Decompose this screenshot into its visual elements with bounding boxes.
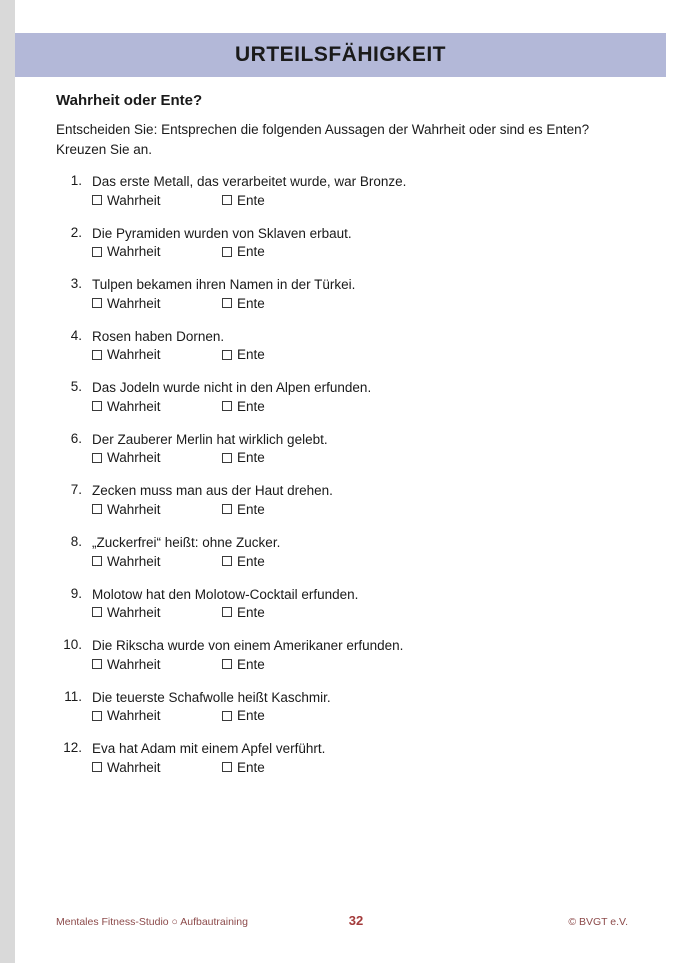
- item-statement: Molotow hat den Molotow-Cocktail erfunden.: [92, 586, 359, 602]
- list-item: [56, 379, 646, 416]
- worksheet-content: [56, 92, 646, 792]
- option-wahrheit[interactable]: [92, 450, 161, 465]
- item-number: 8.: [70, 533, 82, 549]
- checkbox-icon[interactable]: [222, 298, 232, 308]
- option-label: Wahrheit: [107, 347, 161, 363]
- option-label: Wahrheit: [107, 295, 161, 311]
- option-label: Wahrheit: [107, 398, 161, 414]
- option-ente[interactable]: [222, 450, 265, 465]
- item-options: [92, 554, 646, 571]
- option-wahrheit[interactable]: [92, 657, 161, 672]
- item-statement: Der Zauberer Merlin hat wirklich gelebt.: [92, 431, 328, 447]
- option-label: Ente: [237, 759, 265, 775]
- checkbox-icon[interactable]: [92, 247, 102, 257]
- checkbox-icon[interactable]: [92, 195, 102, 205]
- checkbox-icon[interactable]: [92, 607, 102, 617]
- list-item: [56, 431, 646, 468]
- checkbox-icon[interactable]: [92, 659, 102, 669]
- option-label: Ente: [237, 656, 265, 672]
- checkbox-icon[interactable]: [92, 298, 102, 308]
- checkbox-icon[interactable]: [222, 659, 232, 669]
- option-label: Wahrheit: [107, 553, 161, 569]
- checkbox-icon[interactable]: [92, 556, 102, 566]
- checkbox-icon[interactable]: [222, 195, 232, 205]
- option-ente[interactable]: [222, 193, 265, 208]
- option-label: Ente: [237, 605, 265, 621]
- option-wahrheit[interactable]: [92, 554, 161, 569]
- question-list: [56, 173, 646, 777]
- option-ente[interactable]: [222, 244, 265, 259]
- item-statement: Tulpen bekamen ihren Namen in der Türkei.: [92, 277, 356, 293]
- list-item: [56, 482, 646, 519]
- section-subtitle: Wahrheit oder Ente?: [56, 92, 203, 109]
- item-statement: Zecken muss man aus der Haut drehen.: [92, 483, 333, 499]
- item-options: [92, 296, 646, 313]
- option-wahrheit[interactable]: [92, 605, 161, 620]
- option-ente[interactable]: [222, 708, 265, 723]
- page-left-margin-bar: [0, 0, 15, 963]
- item-number: 2.: [70, 224, 82, 240]
- list-item: [56, 225, 646, 262]
- list-item: [56, 689, 646, 726]
- option-label: Ente: [237, 501, 265, 517]
- checkbox-icon[interactable]: [222, 453, 232, 463]
- option-label: Wahrheit: [107, 605, 161, 621]
- list-item: [56, 586, 646, 623]
- option-wahrheit[interactable]: [92, 760, 161, 775]
- option-label: Ente: [237, 450, 265, 466]
- checkbox-icon[interactable]: [92, 453, 102, 463]
- checkbox-icon[interactable]: [92, 711, 102, 721]
- item-options: [92, 605, 646, 622]
- checkbox-icon[interactable]: [92, 350, 102, 360]
- item-options: [92, 193, 646, 210]
- checkbox-icon[interactable]: [222, 350, 232, 360]
- checkbox-icon[interactable]: [222, 711, 232, 721]
- item-statement: Eva hat Adam mit einem Apfel verführt.: [92, 741, 326, 757]
- checkbox-icon[interactable]: [92, 504, 102, 514]
- item-number: 6.: [70, 430, 82, 446]
- option-ente[interactable]: [222, 296, 265, 311]
- item-number: 5.: [70, 379, 82, 395]
- list-item: [56, 637, 646, 674]
- item-options: [92, 347, 646, 364]
- page-title: URTEILSFÄHIGKEIT: [235, 43, 446, 66]
- option-wahrheit[interactable]: [92, 296, 161, 311]
- item-options: [92, 244, 646, 261]
- option-wahrheit[interactable]: [92, 347, 161, 362]
- option-label: Wahrheit: [107, 244, 161, 260]
- item-options: [92, 450, 646, 467]
- footer-copyright: © BVGT e.V.: [568, 916, 628, 928]
- item-statement: Die Pyramiden wurden von Sklaven erbaut.: [92, 225, 352, 241]
- item-statement: „Zuckerfrei“ heißt: ohne Zucker.: [92, 534, 281, 550]
- item-statement: Das erste Metall, das verarbeitet wurde, war Bronze.: [92, 174, 407, 190]
- list-item: [56, 276, 646, 313]
- option-label: Ente: [237, 192, 265, 208]
- item-number: 1.: [70, 173, 82, 189]
- checkbox-icon[interactable]: [222, 607, 232, 617]
- option-ente[interactable]: [222, 657, 265, 672]
- item-options: [92, 657, 646, 674]
- option-label: Wahrheit: [107, 656, 161, 672]
- list-item: [56, 740, 646, 777]
- option-wahrheit[interactable]: [92, 708, 161, 723]
- item-options: [92, 502, 646, 519]
- item-statement: Rosen haben Dornen.: [92, 328, 225, 344]
- page-number: 32: [348, 913, 364, 928]
- option-ente[interactable]: [222, 605, 265, 620]
- option-ente[interactable]: [222, 399, 265, 414]
- checkbox-icon[interactable]: [92, 762, 102, 772]
- option-label: Ente: [237, 295, 265, 311]
- item-number: 4.: [70, 327, 82, 343]
- option-label: Wahrheit: [107, 501, 161, 517]
- item-statement: Die Rikscha wurde von einem Amerikaner erfunden.: [92, 638, 404, 654]
- checkbox-icon[interactable]: [92, 401, 102, 411]
- option-wahrheit[interactable]: [92, 502, 161, 517]
- option-label: Ente: [237, 553, 265, 569]
- list-item: [56, 328, 646, 365]
- footer-source-text: Mentales Fitness-Studio ○ Aufbautraining: [56, 916, 248, 928]
- item-statement: Das Jodeln wurde nicht in den Alpen erfunden.: [92, 380, 372, 396]
- checkbox-icon[interactable]: [222, 401, 232, 411]
- item-statement: Die teuerste Schafwolle heißt Kaschmir.: [92, 689, 331, 705]
- option-label: Ente: [237, 708, 265, 724]
- option-ente[interactable]: [222, 347, 265, 362]
- option-wahrheit[interactable]: [92, 193, 161, 208]
- list-item: [56, 173, 646, 210]
- page-footer: [56, 913, 656, 932]
- checkbox-icon[interactable]: [222, 762, 232, 772]
- option-ente[interactable]: [222, 502, 265, 517]
- option-label: Ente: [237, 398, 265, 414]
- checkbox-icon[interactable]: [222, 247, 232, 257]
- option-label: Wahrheit: [107, 759, 161, 775]
- option-label: Ente: [237, 244, 265, 260]
- option-label: Ente: [237, 347, 265, 363]
- checkbox-icon[interactable]: [222, 504, 232, 514]
- item-number: 7.: [70, 482, 82, 498]
- option-ente[interactable]: [222, 554, 265, 569]
- item-number: 11.: [64, 688, 82, 704]
- list-item: [56, 534, 646, 571]
- option-label: Wahrheit: [107, 192, 161, 208]
- option-wahrheit[interactable]: [92, 399, 161, 414]
- option-ente[interactable]: [222, 760, 265, 775]
- item-number: 9.: [70, 585, 82, 601]
- option-label: Wahrheit: [107, 708, 161, 724]
- option-label: Wahrheit: [107, 450, 161, 466]
- item-number: 12.: [63, 740, 82, 756]
- item-options: [92, 708, 646, 725]
- item-number: 3.: [70, 276, 82, 292]
- option-wahrheit[interactable]: [92, 244, 161, 259]
- item-options: [92, 760, 646, 777]
- instructions-text: Entscheiden Sie: Entsprechen die folgenden Aussagen der Wahrheit oder sind es Enten? Kreuzen Sie an.: [56, 122, 590, 157]
- item-number: 10.: [63, 637, 82, 653]
- checkbox-icon[interactable]: [222, 556, 232, 566]
- item-options: [92, 399, 646, 416]
